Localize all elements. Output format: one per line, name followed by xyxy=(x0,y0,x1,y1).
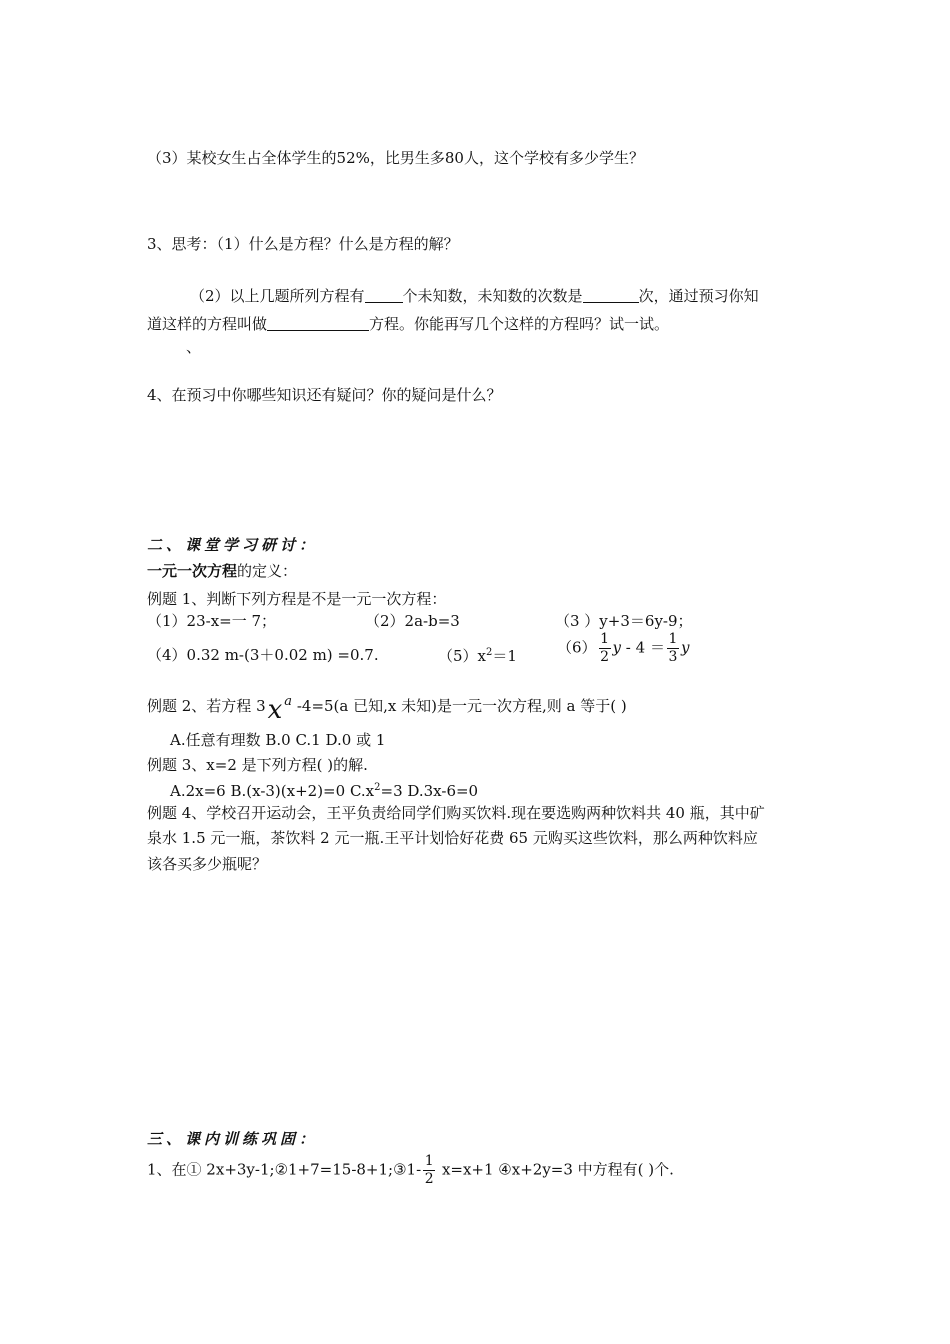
example-1-item-5 xyxy=(438,648,517,664)
text: （2）以上几题所列方程有 xyxy=(190,287,365,305)
text: 例题 2、若方程 3 xyxy=(147,697,266,715)
text: x=x+1 ④x+2y=3 中方程有( )个. xyxy=(437,1160,674,1179)
example-1-item-1: （1）23-x=一 7； xyxy=(147,612,277,630)
example-1-item-3: （3 ）y+3＝6y-9； xyxy=(555,612,693,630)
text: 道这样的方程叫做 xyxy=(147,315,268,333)
fill-blank[interactable] xyxy=(583,288,639,303)
variable-x: x xyxy=(267,695,283,725)
example-4-line-3: 该各买多少瓶呢？ xyxy=(147,855,268,873)
text: （5）x xyxy=(438,647,487,665)
example-1-item-2: （2）2a-b=3 xyxy=(365,612,460,630)
fill-blank[interactable] xyxy=(267,316,369,331)
example-3-options xyxy=(170,783,478,799)
superscript: 2 xyxy=(374,782,381,793)
text: A.2x=6 B.(x-3)(x+2)=0 C.x xyxy=(170,782,375,800)
question-3-2-line1 xyxy=(190,288,759,304)
variable-y: y xyxy=(612,638,622,657)
superscript: 2 xyxy=(486,647,493,658)
example-3-title: 例题 3、x=2 是下列方程( )的解. xyxy=(147,756,368,774)
text: 次，通过预习你知 xyxy=(638,287,759,305)
text: （6） xyxy=(557,638,597,657)
example-1-title: 例题 1、判断下列方程是不是一元一次方程： xyxy=(147,590,447,608)
fraction-one-half xyxy=(423,1154,435,1186)
denominator: 3 xyxy=(668,648,678,665)
question-3-title: 3、思考：（1）什么是方程？什么是方程的解？ xyxy=(147,235,459,253)
variable-y: y xyxy=(680,638,690,657)
fraction-one-third xyxy=(667,632,679,664)
example-2-options: A.任意有理数 B.0 C.1 D.0 或 1 xyxy=(170,731,386,749)
example-4-line-1: 例题 4、学校召开运动会，王平负责给同学们购买饮料.现在要选购两种饮料共 40 瓶，其中矿 xyxy=(147,804,765,822)
text: ＝1 xyxy=(492,647,517,665)
text: -4=5(a 已知,x 未知)是一元一次方程,则 a 等于( ) xyxy=(292,697,627,715)
text: 个未知数，未知数的次数是 xyxy=(402,287,583,305)
example-4-line-2: 泉水 1.5 元一瓶，茶饮料 2 元一瓶.王平计划恰好花费 65 元购买这些饮料，那么两种饮料应 xyxy=(147,829,758,847)
text: =3 D.3x-6=0 xyxy=(380,782,479,800)
denominator: 2 xyxy=(424,1170,434,1187)
example-1-item-4: （4）0.32 m-(3＋0.02 m) =0.7. xyxy=(147,646,379,664)
question-4: 4、在预习中你哪些知识还有疑问？你的疑问是什么？ xyxy=(147,386,502,404)
text: 方程。你能再写几个这样的方程吗？试一试。 xyxy=(369,315,670,333)
stray-mark: 、 xyxy=(186,338,202,356)
definition-rest: 的定义： xyxy=(237,562,298,580)
numerator: 1 xyxy=(424,1153,434,1169)
example-2-question xyxy=(147,690,627,725)
fraction-one-half xyxy=(599,632,611,664)
definition-term: 一元一次方程 xyxy=(147,562,238,580)
text: - 4 ＝ xyxy=(621,638,665,657)
text: 1、在① 2x+3y-1;②1+7=15-8+1;③1- xyxy=(147,1160,422,1179)
exponent-a: a xyxy=(284,694,293,709)
practice-1 xyxy=(147,1154,674,1186)
section-3-title: 三、课内训练巩固： xyxy=(147,1130,319,1148)
fill-blank[interactable] xyxy=(365,288,403,303)
section-2-title: 二、课堂学习研讨： xyxy=(147,536,319,554)
numerator: 1 xyxy=(668,631,678,647)
numerator: 1 xyxy=(600,631,609,647)
definition-line xyxy=(147,564,297,579)
question-3-2-line2 xyxy=(147,316,669,332)
denominator: 2 xyxy=(600,648,609,665)
example-1-item-6 xyxy=(557,632,689,664)
question-2-3: （3）某校女生占全体学生的52%，比男生多80人，这个学校有多少学生？ xyxy=(147,149,644,167)
